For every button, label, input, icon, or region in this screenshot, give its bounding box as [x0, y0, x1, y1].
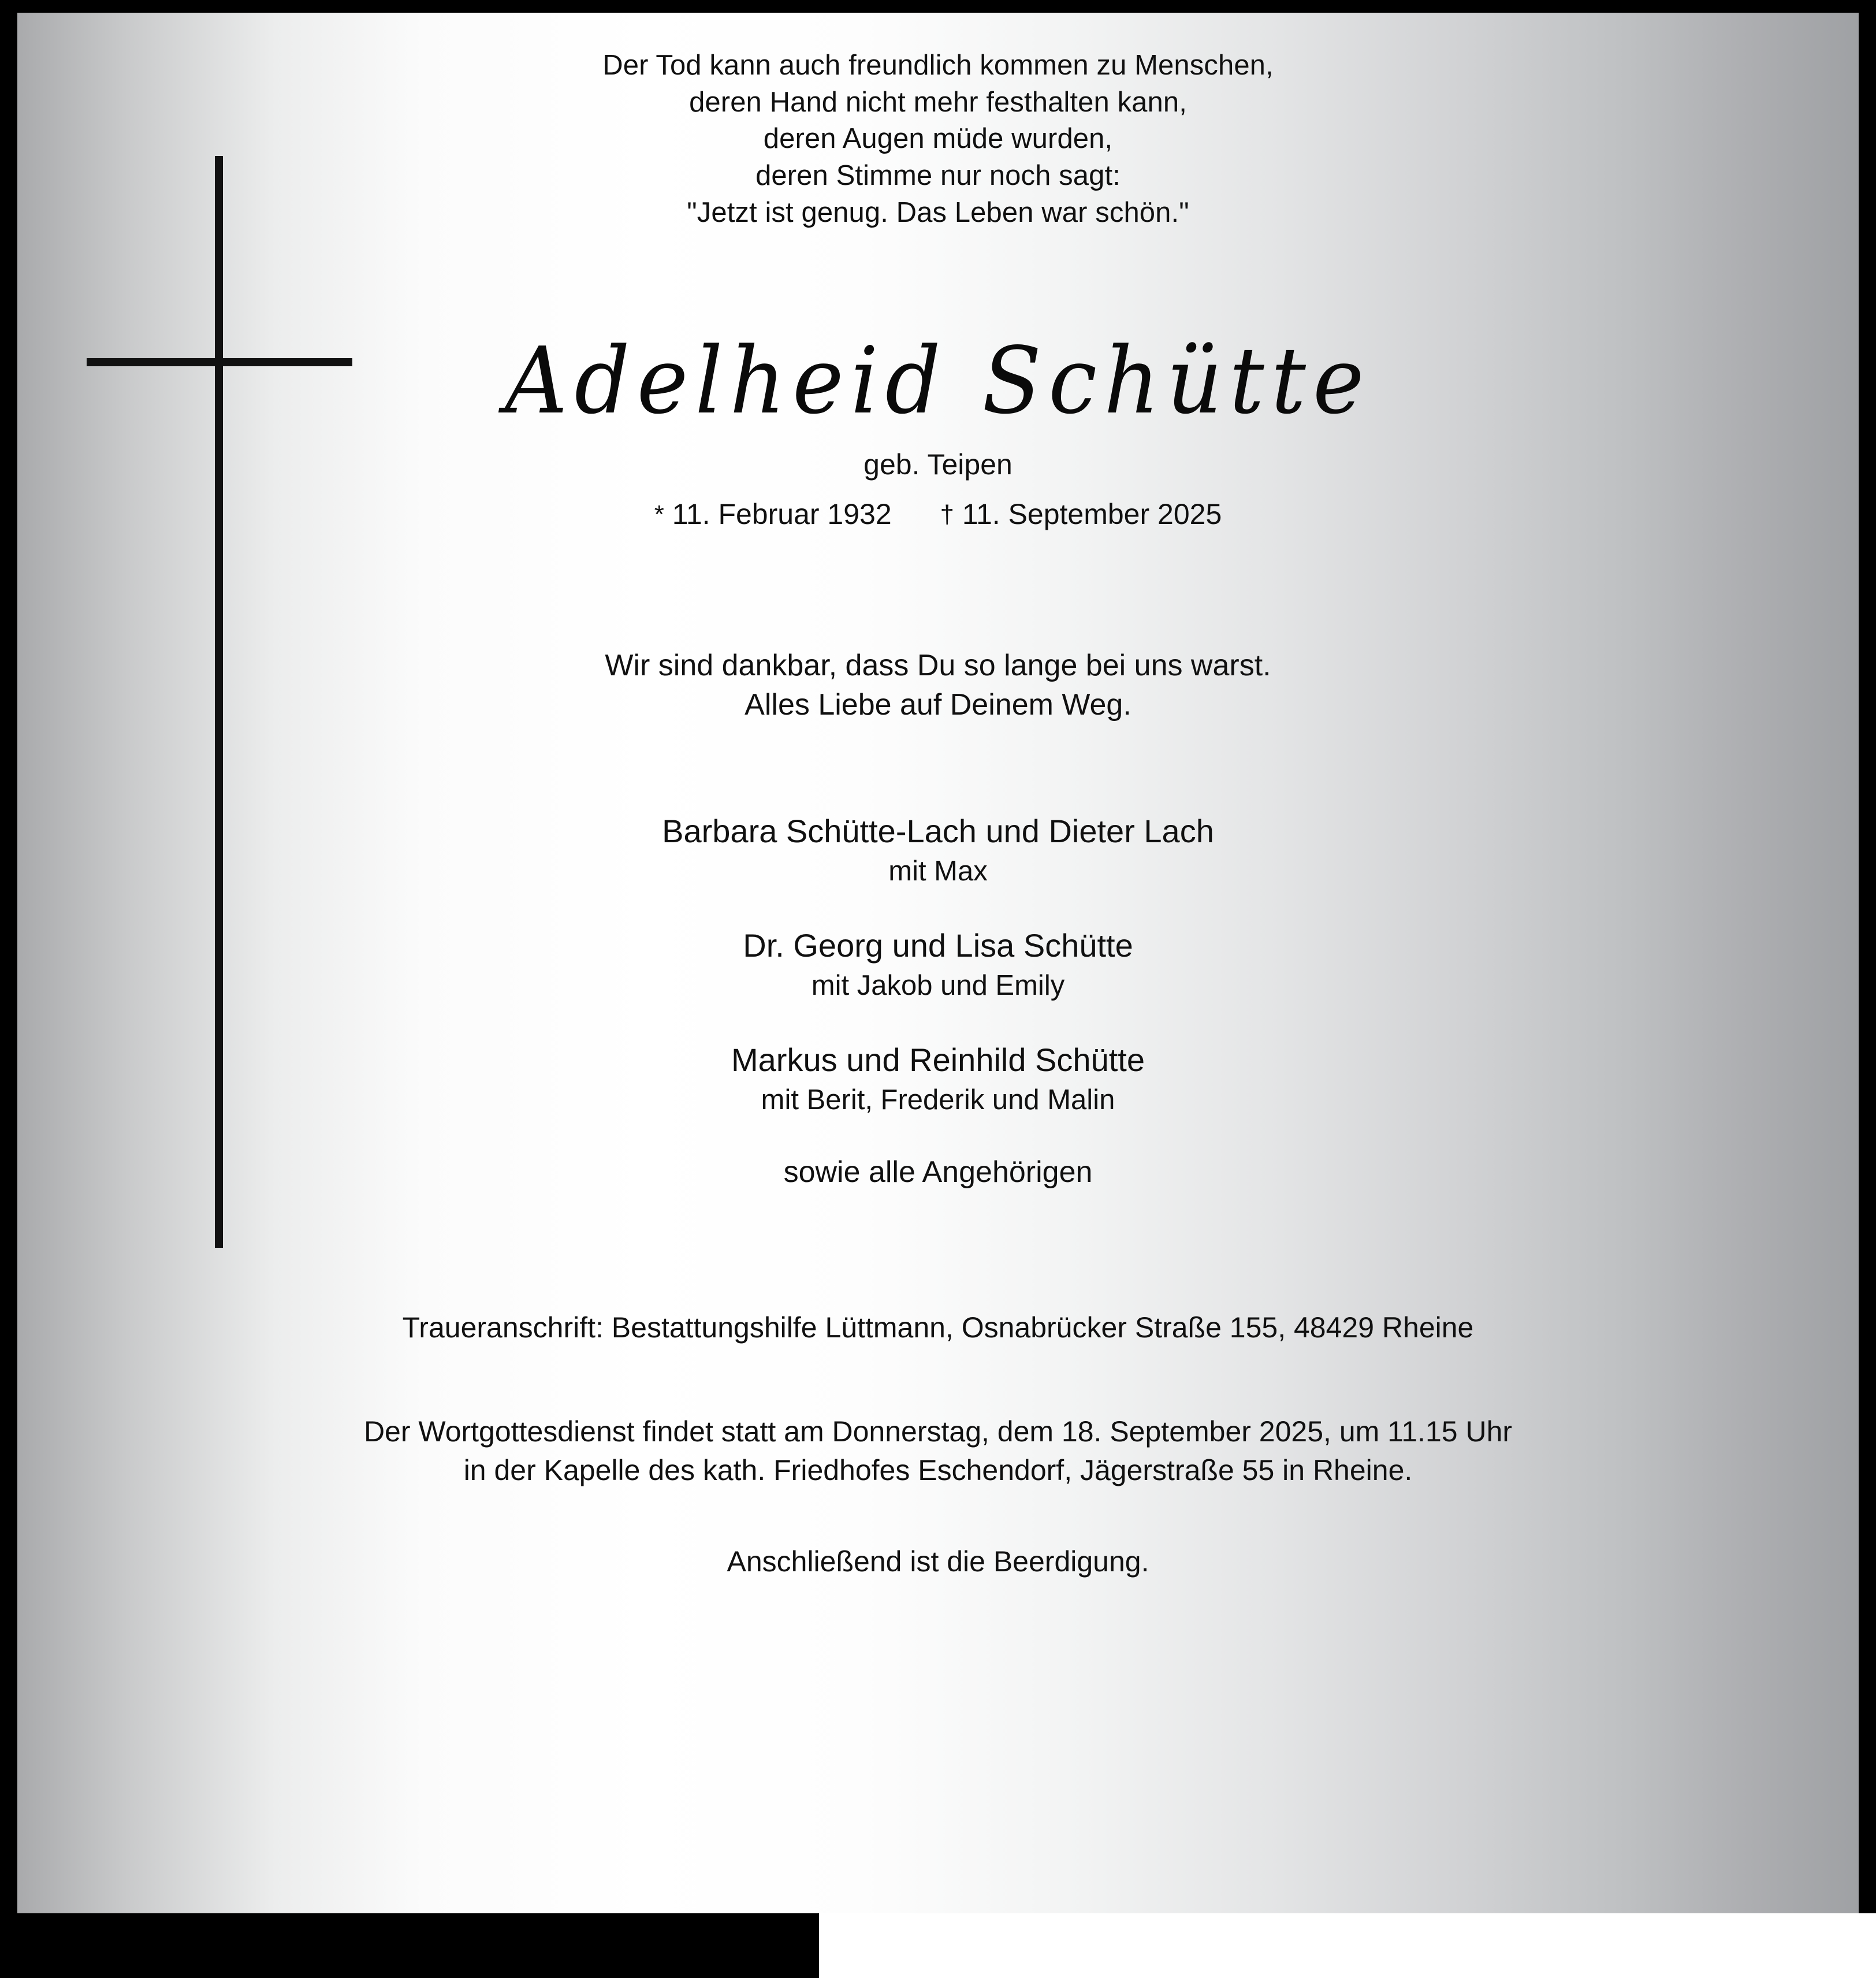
family-secondary: mit Max — [888, 855, 988, 887]
family-group — [17, 812, 1859, 890]
thanks-line-1: Wir sind dankbar, dass Du so lange bei uns warst. — [605, 649, 1271, 683]
death-date: 11. September 2025 — [962, 498, 1222, 531]
obituary-content — [17, 13, 1859, 1578]
poem-line-4: deren Stimme nur noch sagt: — [755, 160, 1121, 192]
thanks-line-2: Alles Liebe auf Deinem Weg. — [745, 688, 1131, 722]
service-line-2: in der Kapelle des kath. Friedhofes Eschendorf, Jägerstraße 55 in Rheine. — [463, 1453, 1413, 1486]
poem-line-2: deren Hand nicht mehr festhalten kann, — [689, 86, 1187, 118]
birth-symbol: * — [654, 500, 664, 529]
burial-note: Anschließend ist die Beerdigung. — [727, 1545, 1149, 1578]
poem-line-3: deren Augen müde wurden, — [763, 123, 1113, 155]
death-symbol: † — [940, 500, 954, 529]
mourning-address: Traueranschrift: Bestattungshilfe Lüttmann, Osnabrücker Straße 155, 48429 Rheine — [402, 1311, 1474, 1344]
family-primary: Dr. Georg und Lisa Schütte — [743, 927, 1133, 964]
thanks-message — [17, 646, 1859, 724]
family-primary: Barbara Schütte-Lach und Dieter Lach — [662, 812, 1214, 849]
family-list — [17, 812, 1859, 1189]
bottom-border-band — [0, 1913, 1876, 1978]
bottom-white-notch — [819, 1913, 1876, 1978]
birth-date: 11. Februar 1932 — [672, 498, 892, 531]
family-group — [17, 926, 1859, 1005]
service-line-1: Der Wortgottesdienst findet statt am Donnerstag, dem 18. September 2025, um 11.15 Uhr — [363, 1415, 1513, 1448]
maiden-name: geb. Teipen — [863, 448, 1013, 481]
life-dates — [17, 497, 1859, 531]
family-secondary: mit Berit, Frederik und Malin — [761, 1084, 1115, 1116]
family-primary: Markus und Reinhild Schütte — [731, 1041, 1145, 1078]
family-group — [17, 1040, 1859, 1119]
deceased-name: Adelheid Schütte — [505, 328, 1371, 435]
poem-line-5: "Jetzt ist genug. Das Leben war schön." — [687, 196, 1189, 228]
service-details — [17, 1412, 1859, 1490]
relatives-note: sowie alle Angehörigen — [783, 1155, 1093, 1189]
poem-line-1: Der Tod kann auch freundlich kommen zu Menschen, — [602, 50, 1274, 81]
poem — [17, 47, 1859, 231]
family-secondary: mit Jakob und Emily — [811, 969, 1065, 1001]
